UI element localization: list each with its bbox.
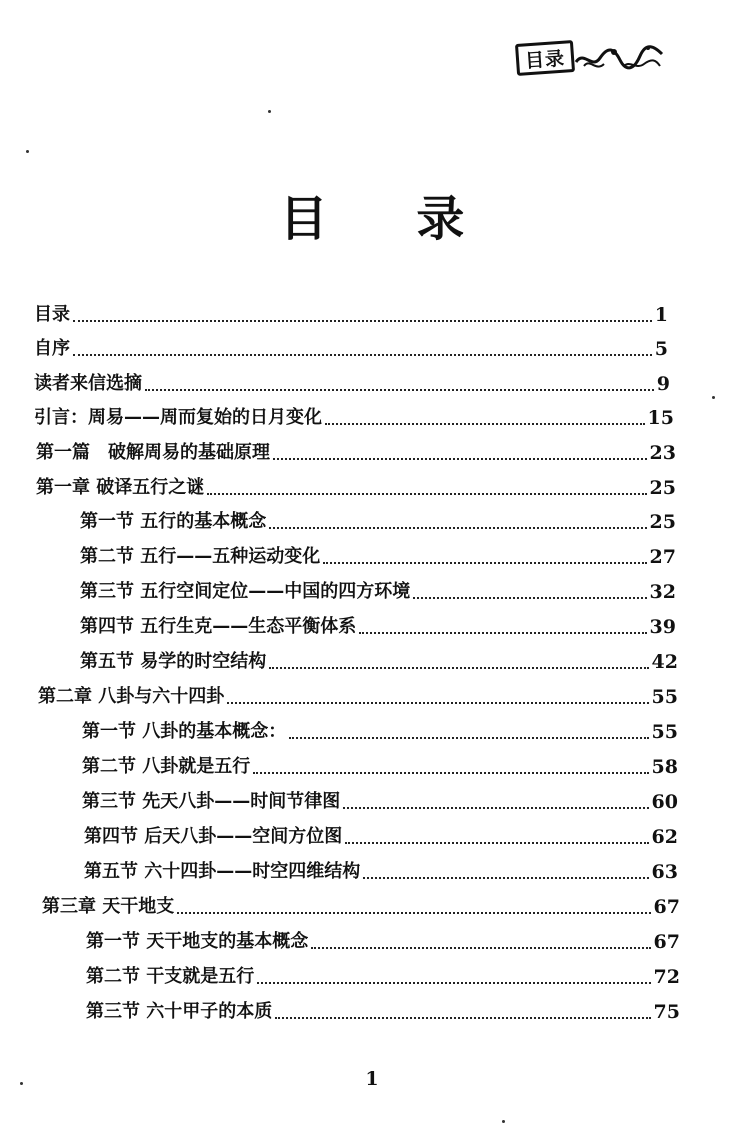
toc-entry-title: 引言：周易——周而复始的日月变化	[34, 407, 322, 428]
toc-entry-title: 第一节 天干地支的基本概念	[86, 931, 309, 952]
toc-entry-page: 42	[651, 651, 678, 673]
leader-dots	[227, 701, 648, 704]
toc-entry-title: 第二节 五行——五种运动变化	[80, 546, 321, 567]
toc-entry[interactable]	[80, 608, 676, 638]
toc-entry-page: 75	[653, 1001, 680, 1023]
toc-entry-page: 60	[651, 791, 678, 813]
leader-dots	[273, 457, 647, 460]
toc-entry-page: 58	[651, 756, 678, 778]
toc-entry-title: 第一篇 破解周易的基础原理	[36, 442, 270, 463]
toc-entry-page: 67	[653, 931, 680, 953]
toc-entry[interactable]	[80, 503, 676, 533]
toc-entry[interactable]	[80, 573, 676, 603]
toc-entry-title: 第二节 八卦就是五行	[82, 756, 251, 777]
toc-entry[interactable]	[80, 538, 676, 568]
toc-entry-page: 15	[647, 407, 674, 429]
toc-entry[interactable]	[38, 678, 678, 708]
scan-speck	[26, 150, 29, 153]
toc-entry[interactable]	[34, 365, 670, 395]
toc-entry-page: 27	[649, 546, 676, 568]
toc-entry-title: 第三节 六十甲子的本质	[86, 1001, 273, 1022]
leader-dots	[177, 911, 650, 914]
toc-entry[interactable]	[82, 713, 678, 743]
leader-dots	[289, 736, 648, 739]
leader-dots	[269, 526, 646, 529]
toc-entry-page: 39	[649, 616, 676, 638]
toc-entry-title: 第四节 后天八卦——空间方位图	[84, 826, 343, 847]
toc-entry-title: 第三节 先天八卦——时间节律图	[82, 791, 341, 812]
leader-dots	[269, 666, 648, 669]
toc-entry[interactable]	[86, 993, 680, 1023]
toc-entry-title: 第一章 破译五行之谜	[36, 477, 205, 498]
toc-entry-title: 第三章 天干地支	[42, 896, 175, 917]
toc-entry-title: 第五节 六十四卦——时空四维结构	[84, 861, 361, 882]
toc-entry-page: 62	[651, 826, 678, 848]
leader-dots	[207, 492, 646, 495]
leader-dots	[257, 981, 650, 984]
toc-entry[interactable]	[84, 818, 678, 848]
toc-entry-title: 目录	[34, 304, 70, 325]
header-ornament	[516, 40, 666, 80]
toc-entry-title: 第一节 八卦的基本概念：	[82, 721, 287, 742]
toc-entry-page: 32	[649, 581, 676, 603]
scan-speck	[268, 110, 271, 113]
toc-entry-page: 9	[656, 373, 670, 395]
toc-entry-page: 5	[654, 338, 668, 360]
toc-entry[interactable]	[36, 469, 676, 499]
toc-entry-page: 55	[651, 686, 678, 708]
toc-entry-page: 63	[651, 861, 678, 883]
toc-entry-page: 25	[649, 511, 676, 533]
toc-entry-title: 读者来信选摘	[34, 373, 142, 394]
toc-entry[interactable]	[82, 748, 678, 778]
toc-entry[interactable]	[34, 399, 674, 429]
leader-dots	[345, 841, 648, 844]
toc-entry-title: 第二节 干支就是五行	[86, 966, 255, 987]
leader-dots	[359, 631, 646, 634]
toc-entry-page: 67	[653, 896, 680, 918]
leader-dots	[343, 806, 648, 809]
toc-entry-title: 第五节 易学的时空结构	[80, 651, 267, 672]
leader-dots	[73, 319, 652, 322]
leader-dots	[311, 946, 650, 949]
toc-entry-title: 第二章 八卦与六十四卦	[38, 686, 225, 707]
toc-entry[interactable]	[82, 783, 678, 813]
toc-entry-title: 第一节 五行的基本概念	[80, 511, 267, 532]
toc-entry[interactable]	[84, 853, 678, 883]
toc-entry-title: 第四节 五行生克——生态平衡体系	[80, 616, 357, 637]
toc-entry[interactable]	[86, 958, 680, 988]
leader-dots	[73, 353, 652, 356]
page-number: 1	[365, 1068, 379, 1090]
toc-entry-title: 第三节 五行空间定位——中国的四方环境	[80, 581, 411, 602]
leader-dots	[323, 561, 646, 564]
scan-speck	[20, 1082, 23, 1085]
toc-entry[interactable]	[34, 296, 668, 326]
leader-dots	[363, 876, 648, 879]
toc-entry-page: 1	[654, 304, 668, 326]
toc-entry-title: 自序	[34, 338, 70, 359]
toc-entry-page: 72	[653, 966, 680, 988]
scan-speck	[502, 1120, 505, 1123]
toc-entry[interactable]	[80, 643, 678, 673]
decorative-swirl-icon	[574, 40, 664, 76]
leader-dots	[275, 1016, 650, 1019]
leader-dots	[253, 771, 648, 774]
page-title: 目 录	[279, 191, 501, 247]
leader-dots	[325, 422, 645, 425]
scan-speck	[712, 396, 715, 399]
leader-dots	[145, 388, 654, 391]
leader-dots	[413, 596, 646, 599]
toc-entry[interactable]	[42, 888, 680, 918]
toc-entry[interactable]	[86, 923, 680, 953]
header-badge-label: 目录	[515, 40, 575, 76]
toc-entry-page: 23	[649, 442, 676, 464]
toc-entry[interactable]	[34, 330, 668, 360]
toc-entry-page: 55	[651, 721, 678, 743]
toc-entry[interactable]	[36, 434, 676, 464]
toc-entry-page: 25	[649, 477, 676, 499]
